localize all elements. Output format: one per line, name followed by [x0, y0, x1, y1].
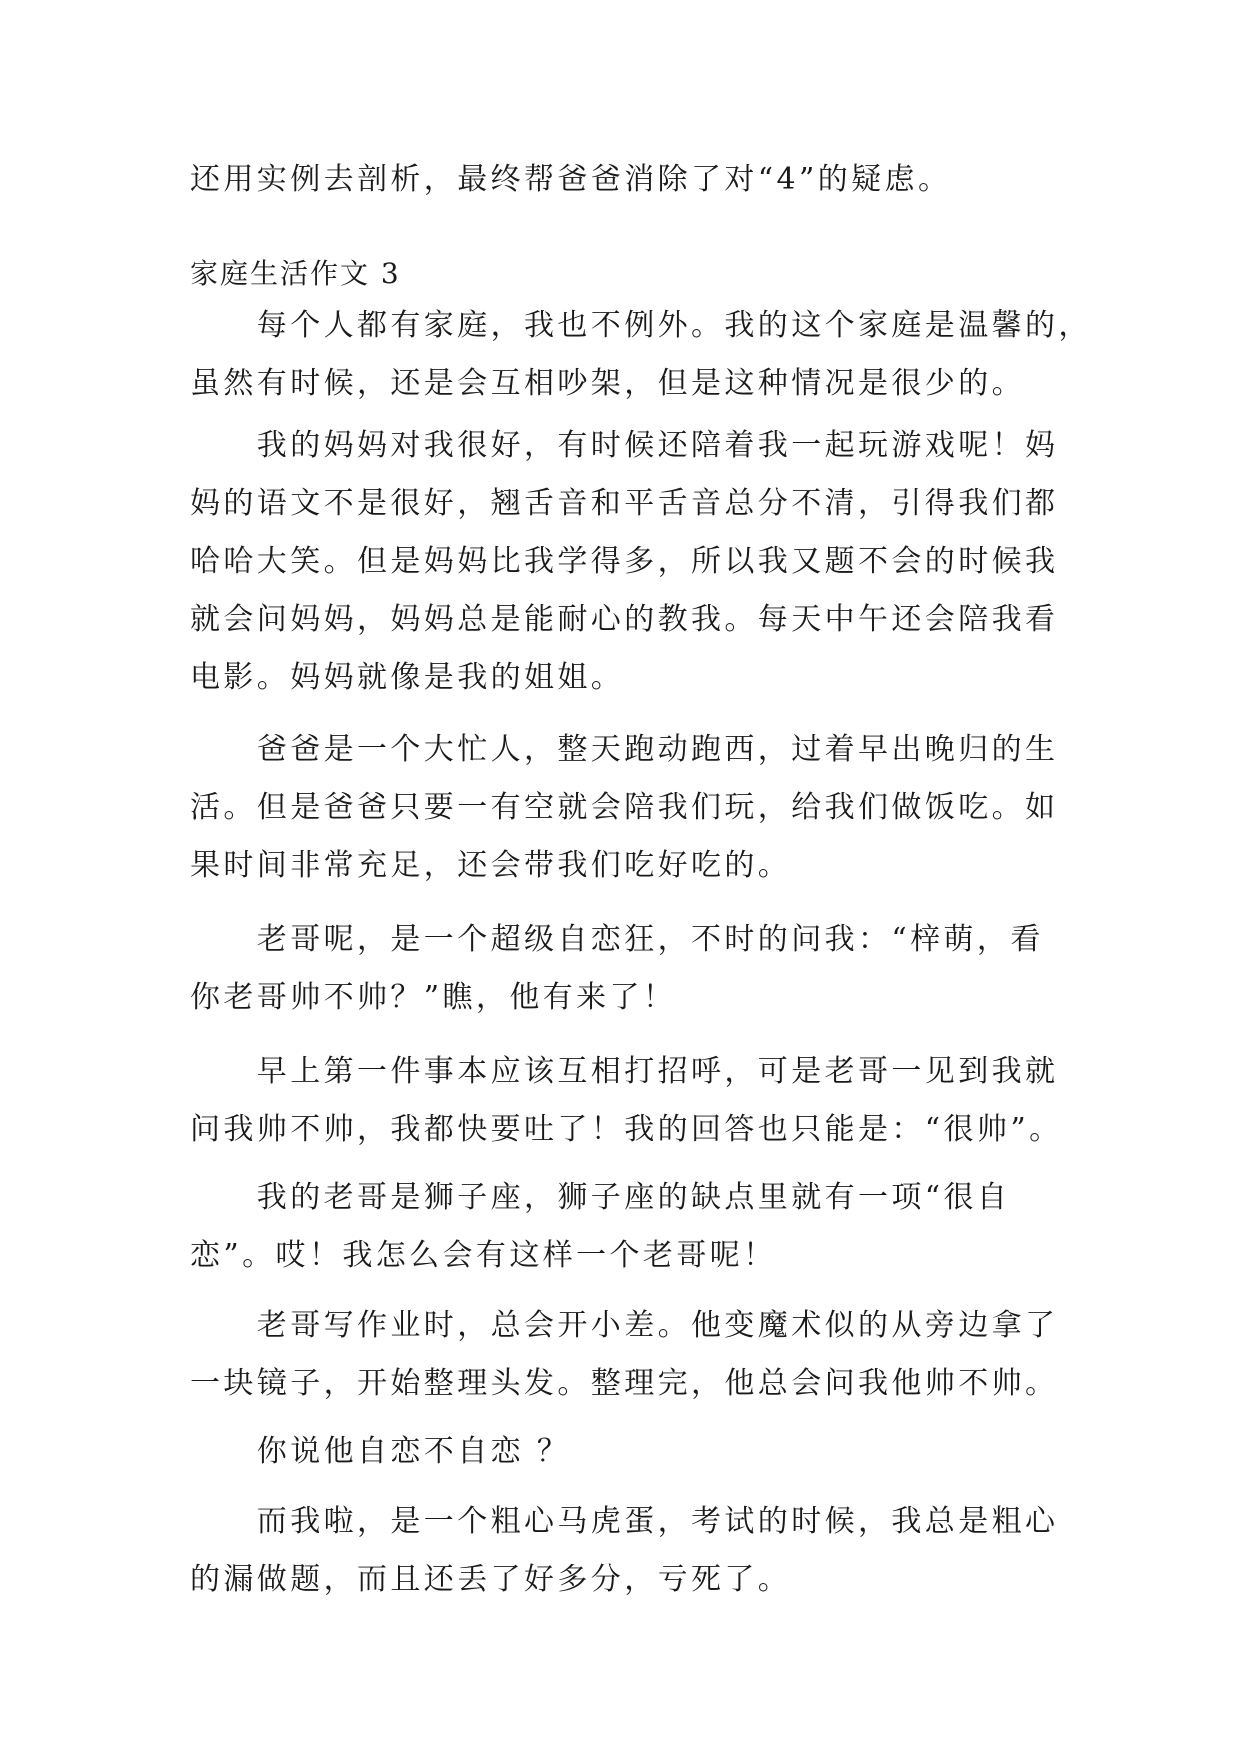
text-line: 你老哥帅不帅？”瞧，他有来了！: [190, 980, 677, 1015]
text-line: 我的妈妈对我很好，有时候还陪着我一起玩游戏呢！妈: [190, 428, 1059, 463]
text-line: 你说他自恋不自恋 ？: [190, 1434, 571, 1469]
text-line: 而我啦，是一个粗心马虎蛋，考试的时候，我总是粗心: [190, 1504, 1059, 1539]
text-line: 果时间非常充足，还会带我们吃好吃的。: [190, 848, 792, 883]
text-line: 每个人都有家庭，我也不例外。我的这个家庭是温馨的，: [190, 308, 1092, 343]
text-line: 就会问妈妈，妈妈总是能耐心的教我。每天中午还会陪我看: [190, 602, 1059, 637]
text-line: 我的老哥是狮子座，狮子座的缺点里就有一项“很自: [190, 1180, 1011, 1215]
text-line: 电影。妈妈就像是我的姐姐。: [190, 660, 625, 695]
text-line: 问我帅不帅，我都快要吐了！我的回答也只能是：“很帅”。: [190, 1112, 1063, 1147]
text-line: 虽然有时候，还是会互相吵架，但是这种情况是很少的。: [190, 366, 1025, 401]
text-line: 恋”。哎！我怎么会有这样一个老哥呢！: [190, 1238, 777, 1273]
section-heading: 家庭生活作文 3: [190, 257, 401, 290]
text-line: 老哥呢，是一个超级自恋狂，不时的问我：“梓萌，看: [190, 922, 1044, 957]
text-line: 一块镜子，开始整理头发。整理完，他总会问我他帅不帅。: [190, 1366, 1059, 1401]
text-line: 还用实例去剖析，最终帮爸爸消除了对“4”的疑虑。: [190, 162, 952, 197]
text-line: 哈哈大笑。但是妈妈比我学得多，所以我又题不会的时候我: [190, 544, 1059, 579]
text-line: 早上第一件事本应该互相打招呼，可是老哥一见到我就: [190, 1054, 1059, 1089]
text-line: 爸爸是一个大忙人，整天跑动跑西，过着早出晚归的生: [190, 732, 1059, 767]
text-line: 的漏做题，而且还丢了好多分，亏死了。: [190, 1562, 792, 1597]
text-line: 妈的语文不是很好，翘舌音和平舌音总分不清，引得我们都: [190, 486, 1059, 521]
text-line: 老哥写作业时，总会开小差。他变魔术似的从旁边拿了: [190, 1308, 1059, 1343]
text-line: 活。但是爸爸只要一有空就会陪我们玩，给我们做饭吃。如: [190, 790, 1059, 825]
